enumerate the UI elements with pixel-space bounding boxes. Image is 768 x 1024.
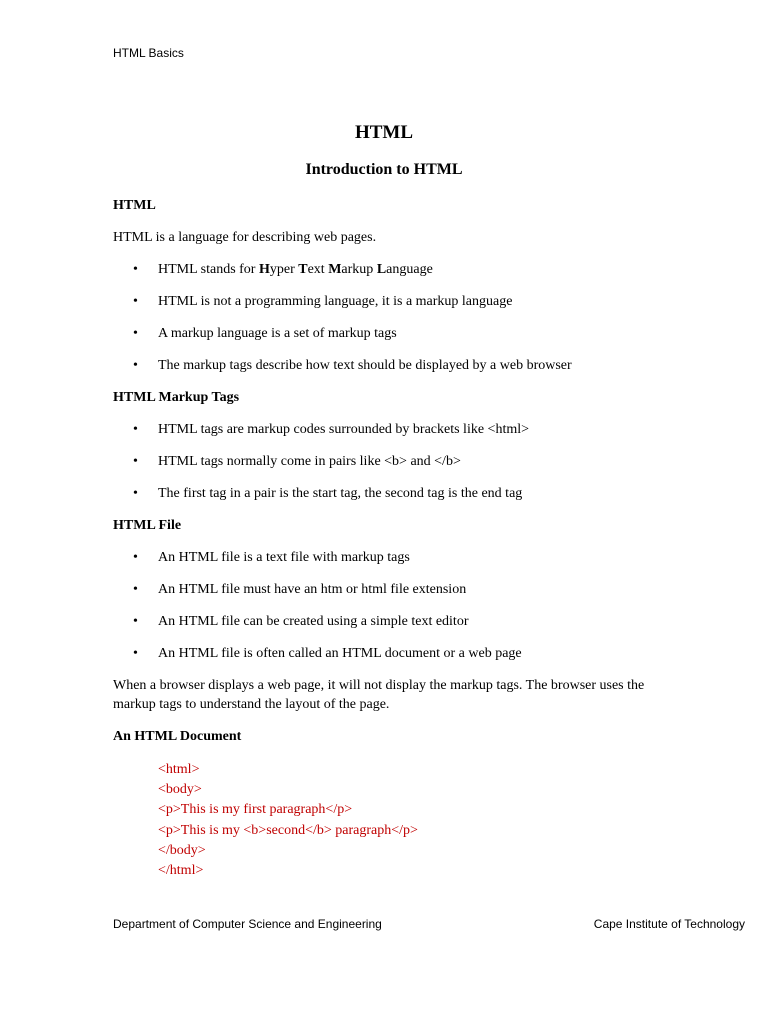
footer-department: Department of Computer Science and Engineering xyxy=(113,917,382,931)
code-line: </body> xyxy=(158,842,206,858)
bullet-text-part: yper xyxy=(269,262,299,277)
bold-letter: H xyxy=(258,262,270,277)
document-subtitle: Introduction to HTML xyxy=(305,161,463,178)
code-line: <p>This is my first paragraph</p> xyxy=(158,802,353,818)
bold-letter: M xyxy=(328,262,342,277)
list-item: • The first tag in a pair is the start tag, the second tag is the end tag xyxy=(113,484,653,503)
list-item: • An HTML file is a text file with markup tags xyxy=(113,548,653,567)
bullet-text-part: arkup xyxy=(341,262,377,277)
html-file-bullet-list xyxy=(113,548,653,663)
list-item: • An HTML file must have an htm or html file extension xyxy=(113,580,653,599)
document-title: HTML xyxy=(354,122,414,143)
document-body xyxy=(113,196,653,881)
code-line: <html> xyxy=(158,762,200,777)
bold-letter: L xyxy=(376,262,387,277)
list-item: • HTML tags are markup codes surrounded by brackets like <html> xyxy=(113,420,653,439)
list-item: • HTML tags normally come in pairs like <b> and </b> xyxy=(113,452,653,471)
section-heading-html: HTML xyxy=(113,198,156,213)
bold-letter: T xyxy=(298,262,308,277)
bullet-text-prefix: HTML stands for xyxy=(158,262,259,277)
browser-paragraph: When a browser displays a web page, it will not display the markup tags. The browser uses the markup tags to understand the layout of the page. xyxy=(113,678,645,712)
section-heading-markup-tags: HTML Markup Tags xyxy=(113,390,240,405)
page-header: HTML Basics xyxy=(113,46,184,60)
list-item: • An HTML file is often called an HTML document or a web page xyxy=(113,644,653,663)
code-line: <body> xyxy=(158,782,202,798)
code-example xyxy=(158,760,653,881)
section-heading-html-file: HTML File xyxy=(113,518,182,533)
bullet-text-part: anguage xyxy=(386,262,433,277)
list-item: • The markup tags describe how text should be displayed by a web browser xyxy=(113,356,653,375)
list-item: • HTML is not a programming language, it is a markup language xyxy=(113,292,653,311)
page-footer xyxy=(113,917,745,931)
html-bullet-list xyxy=(113,260,653,375)
list-item: • An HTML file can be created using a simple text editor xyxy=(113,612,653,631)
bullet-text-part: ext xyxy=(307,262,329,277)
list-item xyxy=(113,260,653,279)
footer-institute: Cape Institute of Technology xyxy=(593,917,745,931)
code-line: <p>This is my <b>second</b> paragraph</p> xyxy=(158,822,418,838)
code-line: </html> xyxy=(158,863,204,879)
list-item: • A markup language is a set of markup tags xyxy=(113,324,653,343)
section-heading-html-document: An HTML Document xyxy=(113,729,242,744)
html-intro-paragraph: HTML is a language for describing web pages. xyxy=(113,230,377,245)
markup-tags-bullet-list xyxy=(113,420,653,503)
